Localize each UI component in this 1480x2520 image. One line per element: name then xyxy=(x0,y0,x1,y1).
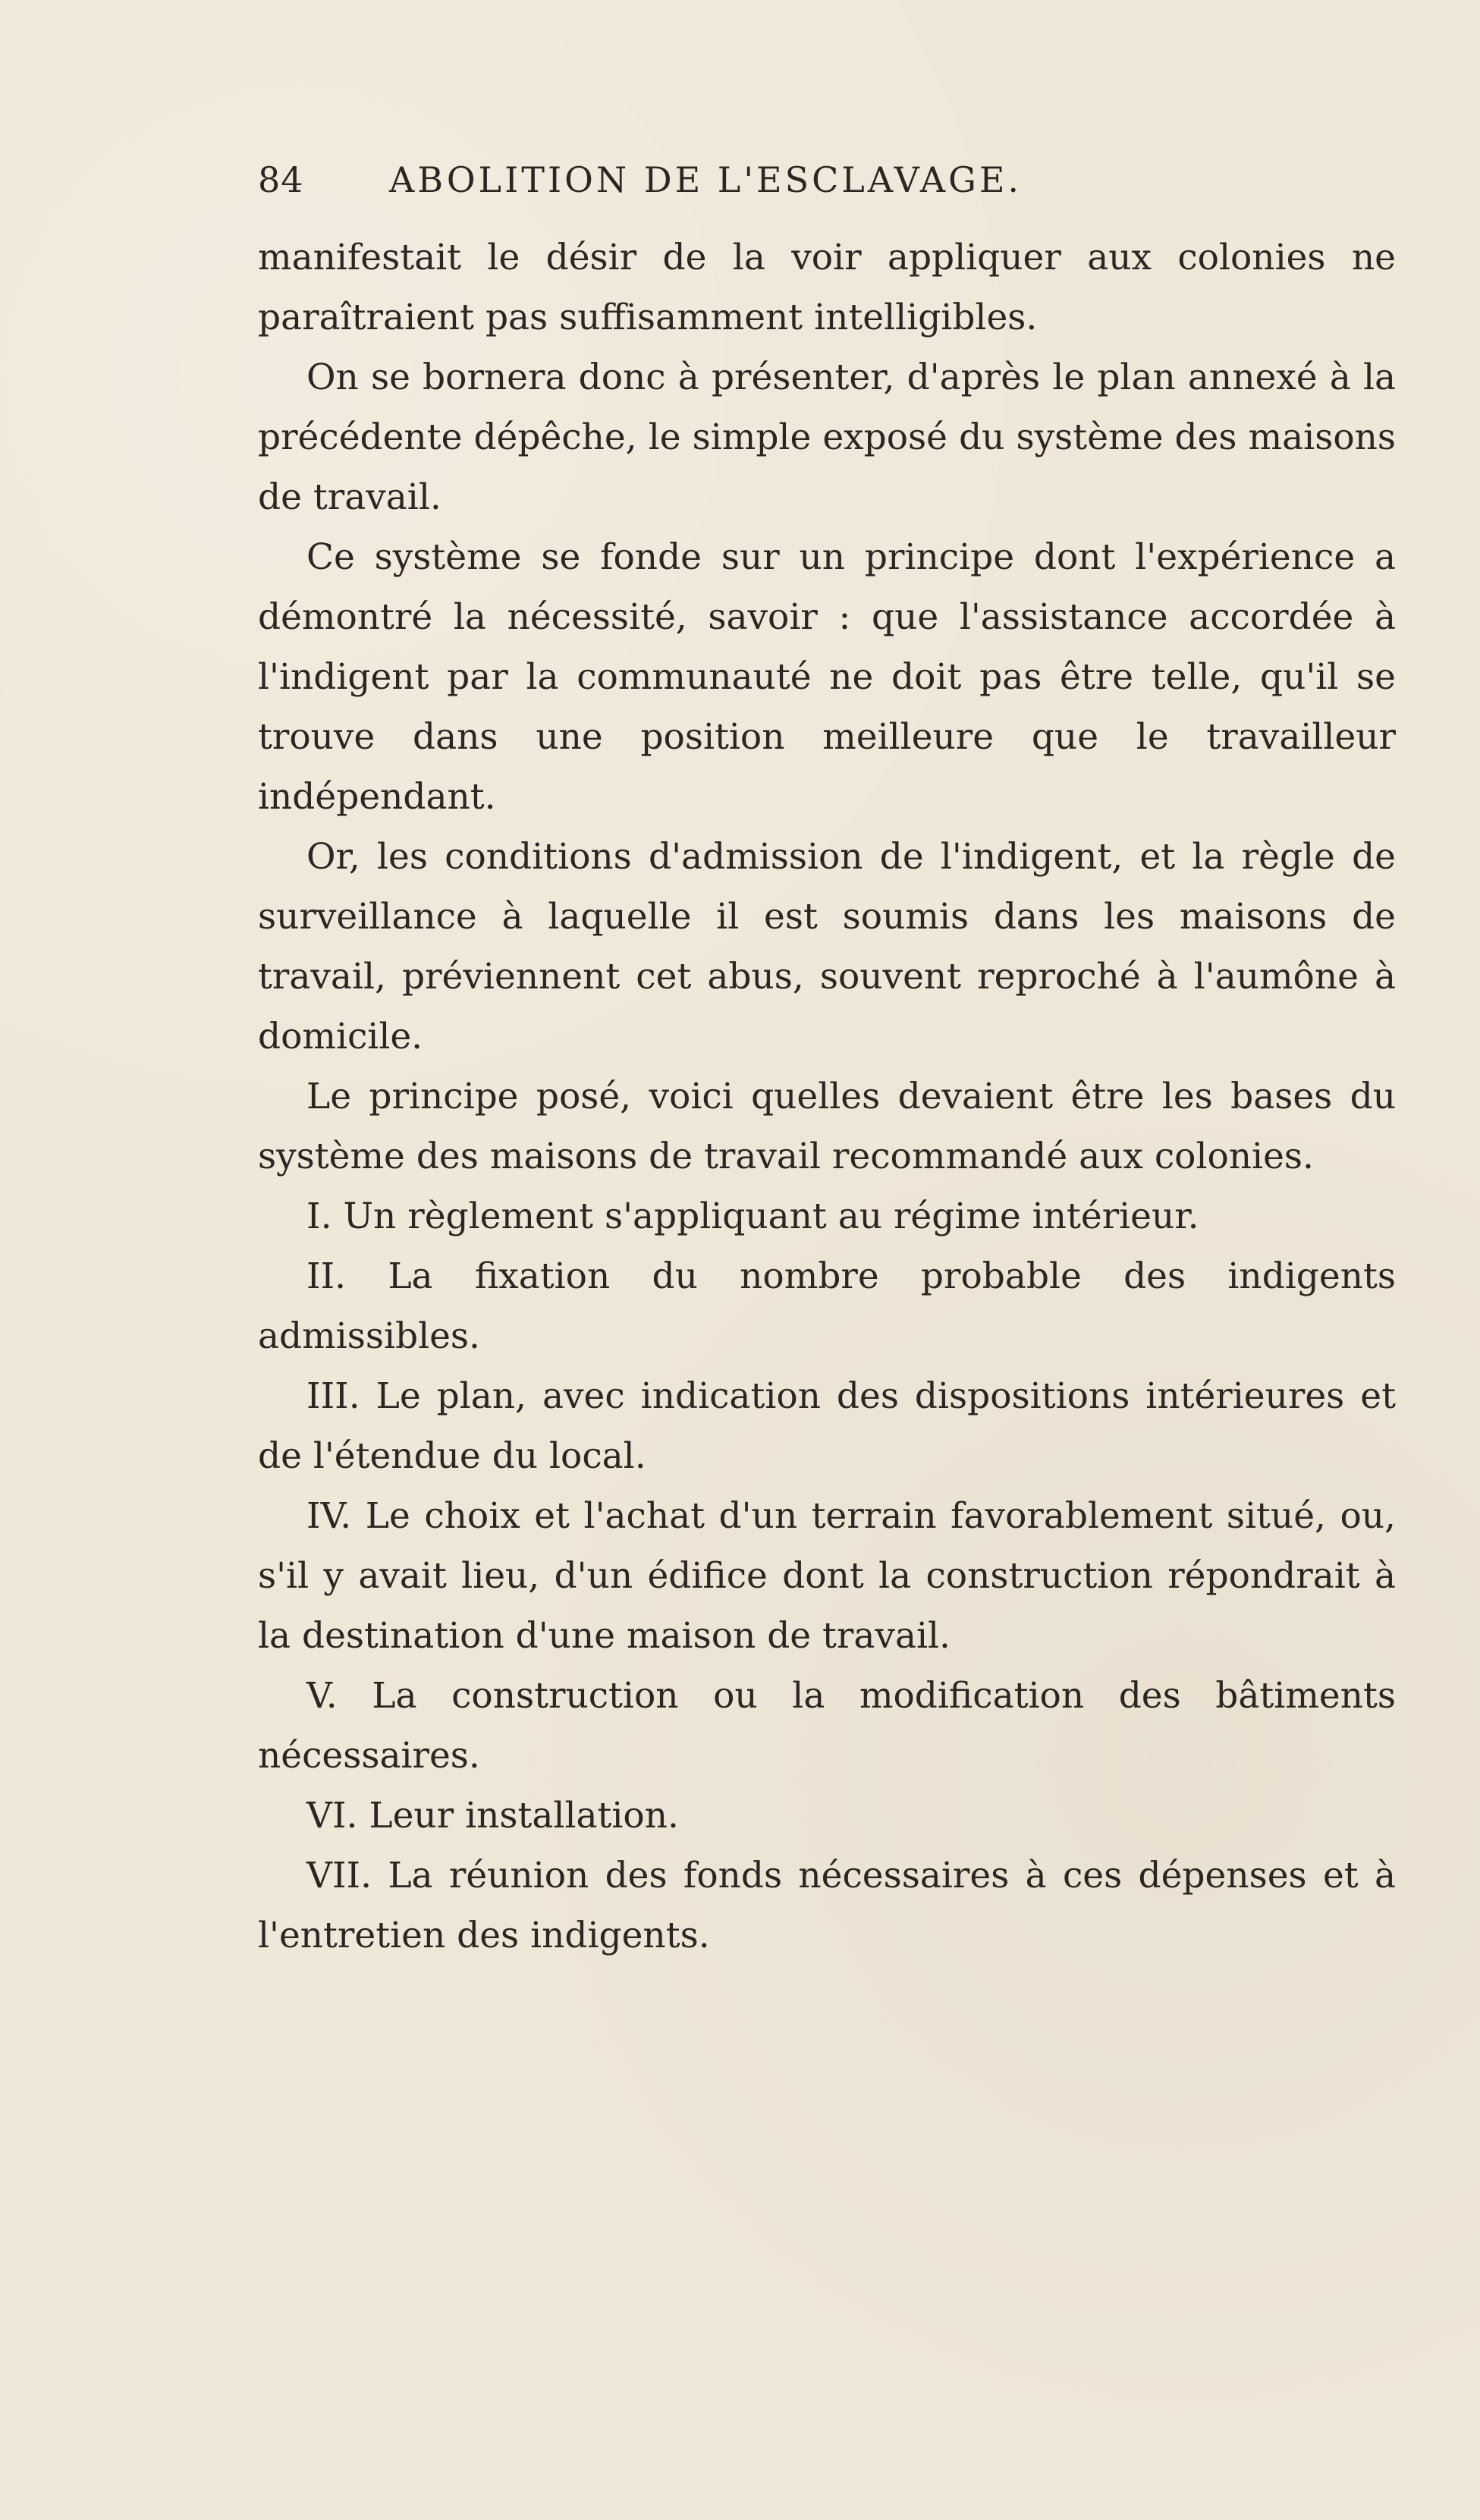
running-title: ABOLITION DE L'ESCLAVAGE. xyxy=(388,159,1023,200)
paragraph-continuation: manifestait le désir de la voir appliquer aux colonies ne paraîtraient pas suffisamment intelligibles. xyxy=(258,237,1396,338)
list-item-6: VI. Leur installation. xyxy=(306,1795,679,1837)
list-item-3: III. Le plan, avec indication des dispositions intérieures et de l'étendue du local. xyxy=(258,1375,1396,1477)
running-head xyxy=(258,159,1153,215)
list-item-1: I. Un règlement s'appliquant au régime intérieur. xyxy=(306,1196,1199,1237)
paragraph-conditions: Or, les conditions d'admission de l'indigent, et la règle de surveillance à laquelle il est soumis dans les maisons de travail, préviennent cet abus, souvent reproché à l'aumône à domicile. xyxy=(258,836,1396,1057)
page-number: 84 xyxy=(258,159,304,200)
paragraph-maisons-travail: On se bornera donc à présenter, d'après le plan annexé à la précédente dépêche, le simple exposé du système des maisons de travail. xyxy=(258,357,1396,518)
list-item-4: IV. Le choix et l'achat d'un terrain favorablement situé, ou, s'il y avait lieu, d'un édifice dont la construction répondrait à la destination d'une maison de travail. xyxy=(258,1495,1396,1657)
list-item-2: II. La fixation du nombre probable des indigents admissibles. xyxy=(258,1255,1396,1357)
list-item-7: VII. La réunion des fonds nécessaires à ces dépenses et à l'entretien des indigents. xyxy=(258,1855,1396,1956)
list-item-5: V. La construction ou la modification des bâtiments nécessaires. xyxy=(258,1675,1396,1777)
page-content xyxy=(258,228,1396,1965)
paragraph-bases-systeme: Le principe posé, voici quelles devaient être les bases du système des maisons de travail recommandé aux colonies. xyxy=(258,1076,1396,1177)
paragraph-principe: Ce système se fonde sur un principe dont l'expérience a démontré la nécessité, savoir : que l'assistance accordée à l'indigent par la communauté ne doit pas être telle, qu'il se trouve dans une position meilleure que le travailleur indépendant. xyxy=(258,536,1396,818)
